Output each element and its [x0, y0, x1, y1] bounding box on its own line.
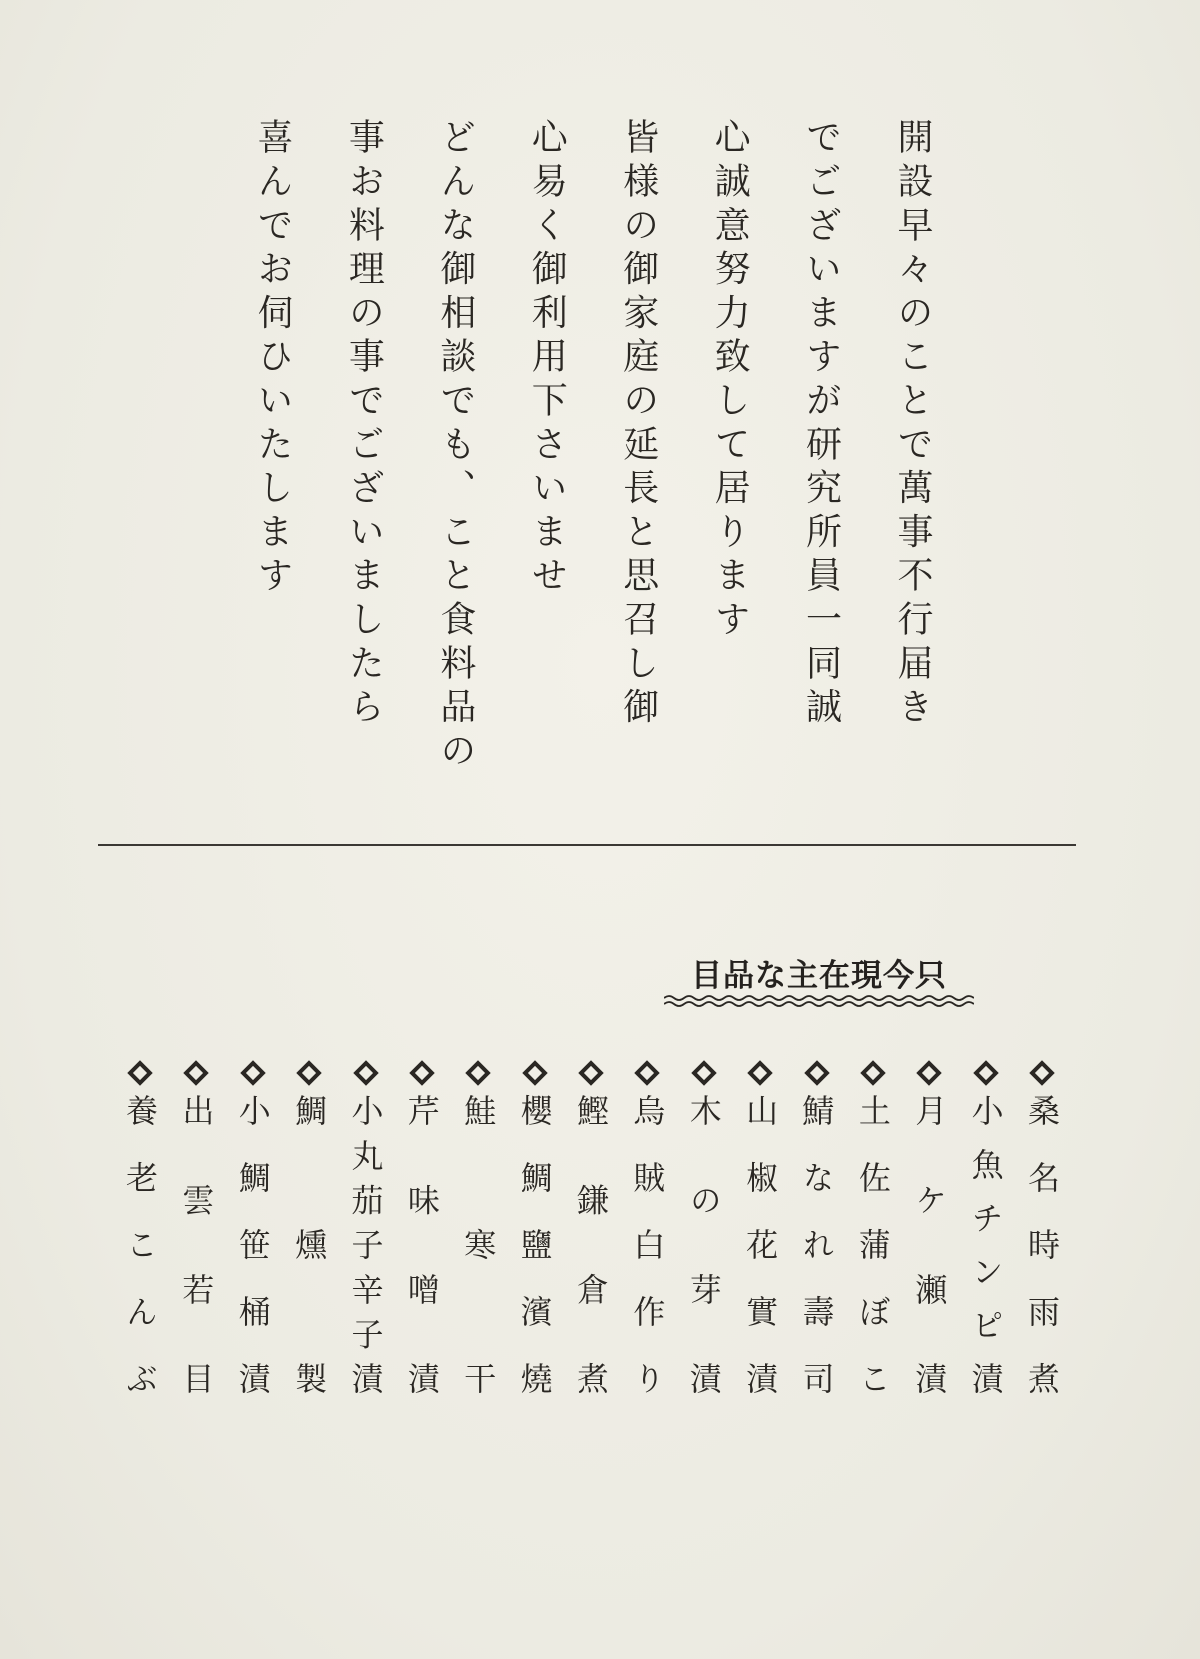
menu-item-name: 養老こんぶ: [121, 1094, 159, 1394]
menu-heading: 只今現在主な品目: [691, 958, 947, 994]
menu-item-name: 月ケ瀬漬: [910, 1094, 949, 1394]
list-item: [398, 1060, 446, 1420]
intro-line: でございますが研究所員一同誠: [800, 118, 842, 732]
diamond-bullet-icon: [353, 1060, 378, 1085]
menu-list: [116, 1060, 1066, 1420]
intro-line: どんな御相談でも、こと食料品の: [434, 118, 476, 775]
diamond-bullet-icon: [409, 1060, 434, 1085]
diamond-bullet-icon: [860, 1060, 885, 1085]
intro-line: 皆様の御家庭の延長と思召し御: [617, 118, 659, 732]
list-item: [1018, 1060, 1066, 1420]
diamond-bullet-icon: [804, 1060, 829, 1085]
diamond-bullet-icon: [1029, 1060, 1054, 1085]
menu-item-name: 小魚チンピ漬: [966, 1094, 1005, 1394]
diamond-bullet-icon: [635, 1060, 660, 1085]
diamond-bullet-icon: [127, 1060, 152, 1085]
menu-item-name: 烏賊白作り: [628, 1094, 667, 1394]
menu-item-name: 山椒花實漬: [741, 1094, 780, 1394]
menu-item-name: 鰹鎌倉煮: [572, 1094, 610, 1394]
menu-item-name: 土佐蒲ぼこ: [853, 1094, 892, 1394]
section-divider: [98, 844, 1076, 846]
menu-item-name: 小鯛笹桶漬: [233, 1094, 272, 1394]
diamond-bullet-icon: [522, 1060, 547, 1085]
list-item: [567, 1060, 615, 1420]
intro-line: 事お料理の事でございましたら: [343, 118, 385, 732]
list-item: [342, 1060, 390, 1420]
menu-item-name: 鮭寒干: [459, 1094, 498, 1394]
list-item: [285, 1060, 333, 1420]
list-item: [736, 1060, 784, 1420]
intro-line: 心易く御利用下さいませ: [526, 118, 568, 600]
menu-item-name: 小丸茄子辛子漬: [346, 1094, 385, 1394]
list-item: [454, 1060, 502, 1420]
list-item: [229, 1060, 277, 1420]
list-item: [793, 1060, 841, 1420]
intro-line: 喜んでお伺ひいたします: [252, 118, 293, 600]
diamond-bullet-icon: [691, 1060, 716, 1085]
diamond-bullet-icon: [184, 1060, 209, 1085]
diamond-bullet-icon: [296, 1060, 321, 1085]
menu-item-name: 芹味噌漬: [402, 1094, 441, 1394]
diamond-bullet-icon: [240, 1060, 265, 1085]
list-item: [905, 1060, 953, 1420]
diamond-bullet-icon: [917, 1060, 942, 1085]
diamond-bullet-icon: [466, 1060, 491, 1085]
diamond-bullet-icon: [578, 1060, 603, 1085]
menu-item-name: 鯖なれ壽司: [797, 1094, 836, 1394]
list-item: [511, 1060, 559, 1420]
list-item: [680, 1060, 728, 1420]
intro-paragraph: [250, 118, 933, 775]
list-item: [172, 1060, 220, 1420]
list-item: [962, 1060, 1010, 1420]
intro-line: 心誠意努力致して居ります: [709, 118, 751, 644]
diamond-bullet-icon: [973, 1060, 998, 1085]
list-item: [849, 1060, 897, 1420]
menu-item-name: 出雲若目: [177, 1094, 216, 1394]
menu-item-name: 木の芽漬: [684, 1094, 723, 1394]
menu-item-name: 桑名時雨煮: [1023, 1094, 1061, 1394]
intro-line: 開設早々のことで萬事不行届き: [891, 118, 933, 732]
menu-item-name: 鯛燻製: [290, 1094, 329, 1394]
heading-wavy-underline: [664, 993, 974, 1007]
list-item: [623, 1060, 671, 1420]
list-item: [116, 1060, 164, 1420]
menu-item-name: 櫻鯛鹽濱燒: [515, 1094, 554, 1394]
diamond-bullet-icon: [747, 1060, 772, 1085]
